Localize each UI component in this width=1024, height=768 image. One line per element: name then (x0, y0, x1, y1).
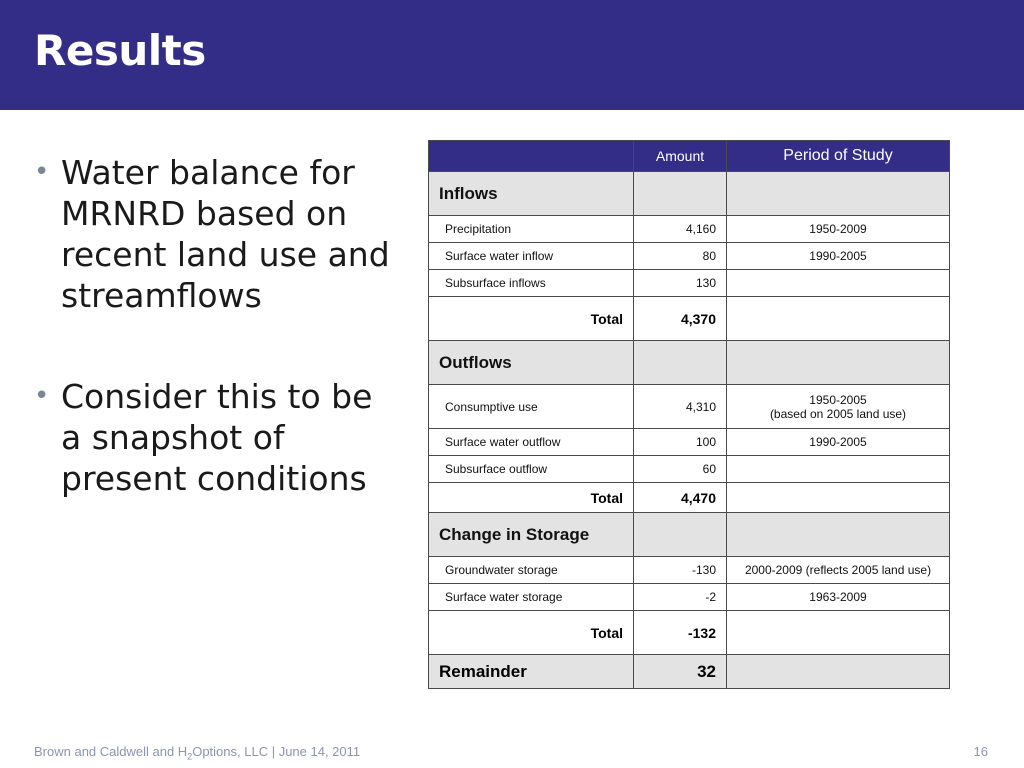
bullet-dot-icon: • (34, 157, 50, 187)
row-amount: 100 (634, 429, 727, 456)
row-period: 1963-2009 (727, 584, 950, 611)
total-label: Total (429, 297, 634, 341)
section-label: Inflows (429, 172, 634, 216)
header-blank (429, 141, 634, 172)
row-period (727, 456, 950, 483)
bullet-list (34, 152, 394, 559)
table-header-row (429, 141, 950, 172)
section-label: Change in Storage (429, 513, 634, 557)
table-row (429, 243, 950, 270)
table-row (429, 216, 950, 243)
row-period: 1950-2005 (809, 392, 867, 407)
row-label: Subsurface inflows (429, 270, 634, 297)
section-blank-cell (727, 341, 950, 385)
row-amount: -130 (634, 557, 727, 584)
row-label: Groundwater storage (429, 557, 634, 584)
section-blank-cell (634, 513, 727, 557)
total-row-outflows (429, 483, 950, 513)
header-period: Period of Study (727, 141, 950, 172)
row-amount: 60 (634, 456, 727, 483)
title-bar (0, 0, 1024, 110)
row-label: Precipitation (429, 216, 634, 243)
footer-text (34, 744, 360, 762)
row-label: Surface water outflow (429, 429, 634, 456)
remainder-value: 32 (634, 655, 727, 689)
total-value: 4,370 (634, 297, 727, 341)
bullet-item (34, 376, 394, 499)
header-amount: Amount (634, 141, 727, 172)
total-row-storage (429, 611, 950, 655)
row-label: Consumptive use (429, 385, 634, 429)
row-amount: 130 (634, 270, 727, 297)
footer-subscript: 2 (187, 751, 193, 762)
total-label: Total (429, 483, 634, 513)
row-amount: 4,160 (634, 216, 727, 243)
bullet-item (34, 152, 394, 316)
remainder-label: Remainder (429, 655, 634, 689)
bullet-text: Consider this to be a snapshot of present conditions (61, 377, 373, 498)
total-value: 4,470 (634, 483, 727, 513)
section-blank-cell (634, 341, 727, 385)
row-period: 1950-2009 (727, 216, 950, 243)
bullet-dot-icon: • (34, 381, 50, 411)
remainder-blank-cell (727, 655, 950, 689)
slide-title: Results (34, 26, 206, 75)
total-row-inflows (429, 297, 950, 341)
row-period-note: (based on 2005 land use) (769, 406, 907, 421)
bullet-text: Water balance for MRNRD based on recent land use and streamflows (61, 153, 390, 315)
section-row-outflows (429, 341, 950, 385)
section-blank-cell (727, 513, 950, 557)
section-row-storage (429, 513, 950, 557)
row-period: 1990-2005 (727, 243, 950, 270)
table-row (429, 429, 950, 456)
row-period: 1990-2005 (727, 429, 950, 456)
table-row (429, 270, 950, 297)
water-balance-table (428, 140, 950, 689)
section-blank-cell (727, 172, 950, 216)
row-amount: -2 (634, 584, 727, 611)
row-label: Surface water storage (429, 584, 634, 611)
footer-text-before: Brown and Caldwell and H (34, 744, 188, 759)
total-value: -132 (634, 611, 727, 655)
section-row-inflows (429, 172, 950, 216)
page-number: 16 (973, 744, 988, 759)
table-row (429, 584, 950, 611)
section-label: Outflows (429, 341, 634, 385)
total-blank-cell (727, 297, 950, 341)
row-label: Subsurface outflow (429, 456, 634, 483)
table-row (429, 557, 950, 584)
total-label: Total (429, 611, 634, 655)
footer-text-after: Options, LLC | June 14, 2011 (192, 744, 361, 759)
table-row (429, 456, 950, 483)
row-period (727, 270, 950, 297)
row-period-cell (727, 385, 950, 429)
total-blank-cell (727, 611, 950, 655)
remainder-row (429, 655, 950, 689)
total-blank-cell (727, 483, 950, 513)
section-blank-cell (634, 172, 727, 216)
row-label: Surface water inflow (429, 243, 634, 270)
table-row (429, 385, 950, 429)
row-period: 2000-2009 (reflects 2005 land use) (727, 557, 950, 584)
row-amount: 4,310 (634, 385, 727, 429)
row-amount: 80 (634, 243, 727, 270)
